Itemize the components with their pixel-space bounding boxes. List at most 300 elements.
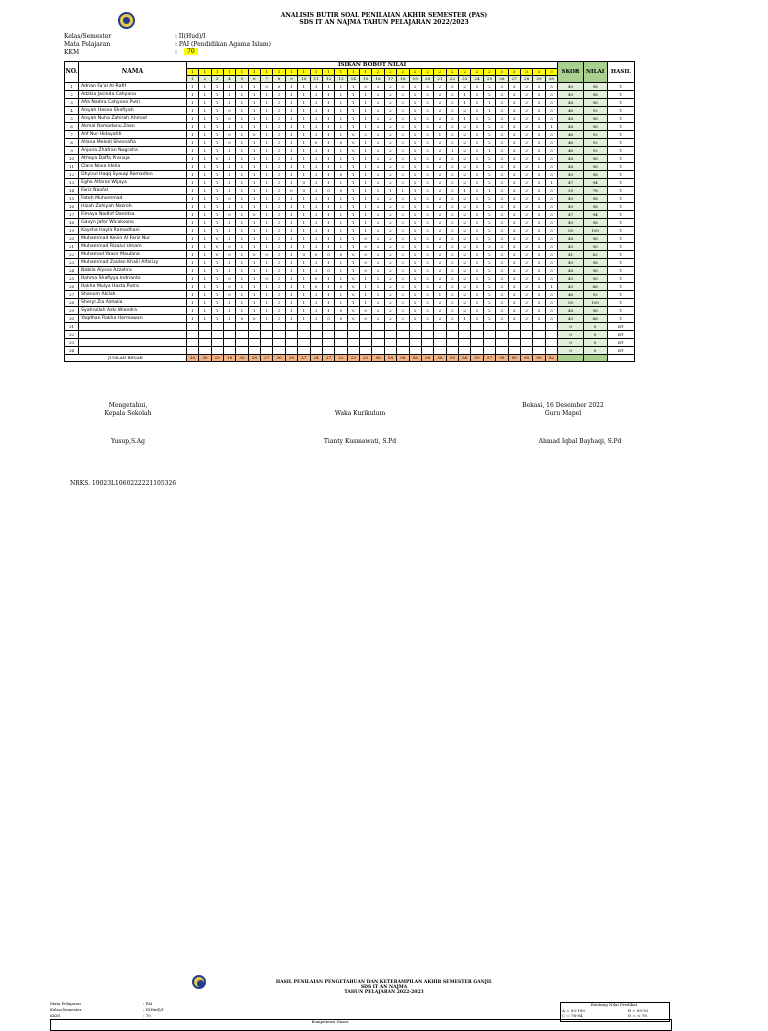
score-cell: 2	[409, 267, 421, 275]
score-cell: 2	[421, 195, 433, 203]
score-cell: 3	[520, 291, 532, 299]
weight-cell: 1	[236, 69, 248, 76]
score-cell: 1	[236, 227, 248, 235]
score-cell: 3	[533, 203, 545, 211]
score-cell: 3	[545, 187, 558, 195]
hasil-cell: BT	[607, 339, 634, 347]
score-cell: 3	[545, 91, 558, 99]
student-name	[79, 331, 187, 339]
score-cell: 1	[360, 299, 372, 307]
score-cell: 3	[520, 203, 532, 211]
score-cell: 1	[347, 259, 359, 267]
score-cell: 2	[421, 107, 433, 115]
score-cell: 2	[409, 179, 421, 187]
score-cell: 2	[409, 171, 421, 179]
score-cell: 1	[285, 139, 297, 147]
student-name: Gavyn Jafer Wicaksono	[79, 219, 187, 227]
score-cell: 2	[397, 195, 409, 203]
score-cell: 1	[298, 99, 310, 107]
score-cell	[384, 323, 396, 331]
question-number-cell: 27	[508, 76, 520, 83]
score-cell: 2	[483, 139, 495, 147]
score-cell: 1	[360, 211, 372, 219]
score-cell: 1	[322, 235, 334, 243]
score-cell: 1	[322, 99, 334, 107]
score-cell: 2	[446, 203, 458, 211]
score-cell: 1	[199, 227, 211, 235]
score-cell: 1	[298, 155, 310, 163]
skor-cell: 45	[558, 275, 583, 283]
report-subtitle: SDS IT AN NAJMA TAHUN PELAJARAN 2022/2023	[299, 19, 469, 26]
score-cell: 0	[236, 315, 248, 323]
score-cell: 2	[409, 155, 421, 163]
score-cell	[434, 339, 446, 347]
score-cell: 1	[285, 283, 297, 291]
score-cell: 1	[322, 307, 334, 315]
legend-b: B = 85-92	[628, 1008, 649, 1013]
total-blank-cell	[558, 355, 583, 362]
weight-cell: 2	[459, 69, 471, 76]
score-cell: 1	[310, 187, 322, 195]
score-cell: 1	[199, 203, 211, 211]
score-cell: 1	[211, 115, 223, 123]
score-cell: 3	[520, 171, 532, 179]
score-cell: 3	[545, 243, 558, 251]
score-cell	[397, 323, 409, 331]
hasil-cell: T	[607, 267, 634, 275]
score-cell: 3	[520, 163, 532, 171]
score-cell: 1	[360, 147, 372, 155]
student-name: Hizah Zahiyah Nazroh	[79, 203, 187, 211]
score-cell: 1	[199, 291, 211, 299]
score-cell	[186, 347, 198, 355]
score-cell: 1	[459, 91, 471, 99]
total-cell: 55	[471, 355, 483, 362]
hasil-cell: T	[607, 211, 634, 219]
nilai-cell: 98	[583, 259, 607, 267]
score-cell: 3	[520, 307, 532, 315]
score-cell: 1	[186, 259, 198, 267]
score-cell: 1	[199, 283, 211, 291]
score-cell: 3	[533, 107, 545, 115]
score-cell: 1	[310, 155, 322, 163]
score-cell: 3	[545, 147, 558, 155]
score-cell: 1	[483, 187, 495, 195]
hasil-cell: T	[607, 139, 634, 147]
table-row	[65, 155, 635, 163]
score-cell	[508, 347, 520, 355]
score-cell: 2	[372, 219, 384, 227]
question-number-cell: 6	[248, 76, 260, 83]
score-cell: 1	[236, 131, 248, 139]
score-cell: 1	[285, 83, 297, 91]
score-cell: 2	[421, 259, 433, 267]
student-name: Shanum Akilah	[79, 291, 187, 299]
score-cell: 1	[186, 115, 198, 123]
score-cell: 1	[285, 171, 297, 179]
question-number-cell: 8	[273, 76, 285, 83]
score-cell	[248, 331, 260, 339]
score-cell: 2	[372, 171, 384, 179]
score-cell: 1	[211, 283, 223, 291]
score-cell: 1	[347, 107, 359, 115]
skor-cell: 49	[558, 83, 583, 91]
score-cell: 1	[186, 275, 198, 283]
score-cell: 2	[459, 283, 471, 291]
score-cell: 1	[273, 291, 285, 299]
score-cell: 2	[459, 299, 471, 307]
skor-cell: 49	[558, 195, 583, 203]
student-name: Akmal Ramadanu Zaen	[79, 123, 187, 131]
total-cell: 90	[533, 355, 545, 362]
score-cell: 1	[285, 307, 297, 315]
score-cell	[211, 331, 223, 339]
score-cell	[384, 331, 396, 339]
score-cell: 2	[483, 291, 495, 299]
score-cell: 1	[335, 219, 347, 227]
score-cell: 1	[248, 275, 260, 283]
score-cell: 0	[223, 283, 235, 291]
score-cell: 2	[459, 235, 471, 243]
score-cell: 3	[508, 227, 520, 235]
score-cell: 2	[397, 219, 409, 227]
score-cell: 1	[236, 163, 248, 171]
score-cell	[199, 331, 211, 339]
weight-cell: 1	[298, 69, 310, 76]
score-cell: 1	[273, 187, 285, 195]
score-cell: 1	[310, 99, 322, 107]
score-cell: 2	[471, 155, 483, 163]
score-cell	[298, 331, 310, 339]
score-cell	[508, 323, 520, 331]
score-cell: 1	[310, 243, 322, 251]
score-cell: 2	[434, 107, 446, 115]
score-cell: 1	[261, 267, 273, 275]
score-cell: 2	[434, 195, 446, 203]
score-cell: 3	[496, 307, 508, 315]
score-cell: 0	[322, 315, 334, 323]
score-cell: 1	[223, 99, 235, 107]
score-cell	[322, 339, 334, 347]
score-cell	[285, 339, 297, 347]
score-cell: 2	[434, 283, 446, 291]
score-cell: 3	[496, 131, 508, 139]
score-cell	[360, 339, 372, 347]
score-cell: 1	[322, 179, 334, 187]
score-cell: 1	[236, 187, 248, 195]
score-cell: 1	[261, 259, 273, 267]
score-cell: 1	[273, 139, 285, 147]
hasil-cell: T	[607, 115, 634, 123]
row-number: 17	[65, 211, 79, 219]
score-cell: 2	[483, 83, 495, 91]
row-number: 19	[65, 227, 79, 235]
score-cell: 1	[248, 299, 260, 307]
score-cell: 2	[459, 219, 471, 227]
score-cell: 1	[273, 107, 285, 115]
total-cell: 56	[459, 355, 471, 362]
row-number: 25	[65, 275, 79, 283]
score-cell: 3	[496, 259, 508, 267]
weight-cell: 2	[421, 69, 433, 76]
score-cell: 1	[186, 299, 198, 307]
score-cell: 1	[186, 243, 198, 251]
score-cell: 1	[273, 131, 285, 139]
score-cell: 2	[409, 227, 421, 235]
score-cell: 1	[545, 283, 558, 291]
score-cell: 2	[409, 147, 421, 155]
score-cell: 1	[186, 235, 198, 243]
score-cell: 2	[384, 211, 396, 219]
total-cell: 28	[248, 355, 260, 362]
score-cell: 1	[223, 259, 235, 267]
score-cell: 1	[273, 147, 285, 155]
score-cell: 2	[471, 139, 483, 147]
score-cell: 2	[483, 267, 495, 275]
score-cell: 1	[261, 139, 273, 147]
score-cell: 2	[434, 171, 446, 179]
score-cell: 0	[360, 315, 372, 323]
score-cell: 3	[508, 243, 520, 251]
score-cell: 2	[384, 131, 396, 139]
score-cell: 1	[236, 203, 248, 211]
hasil-cell: T	[607, 163, 634, 171]
score-cell: 2	[384, 163, 396, 171]
score-cell: 1	[186, 315, 198, 323]
row-number: 5	[65, 115, 79, 123]
skor-cell: 48	[558, 123, 583, 131]
score-cell: 1	[261, 227, 273, 235]
score-cell: 2	[421, 251, 433, 259]
score-cell	[186, 339, 198, 347]
score-cell: 2	[471, 315, 483, 323]
score-cell	[496, 339, 508, 347]
score-cell: 3	[496, 139, 508, 147]
score-cell: 2	[397, 107, 409, 115]
score-cell: 0	[298, 179, 310, 187]
score-cell	[471, 339, 483, 347]
score-cell	[459, 331, 471, 339]
score-cell: 3	[508, 123, 520, 131]
score-cell: 3	[533, 307, 545, 315]
score-cell: 2	[384, 139, 396, 147]
score-cell: 2	[372, 115, 384, 123]
totals-row	[65, 355, 635, 362]
nilai-cell: 86	[583, 315, 607, 323]
score-cell: 2	[372, 83, 384, 91]
score-cell: 1	[298, 235, 310, 243]
row-number: 12	[65, 171, 79, 179]
score-cell: 1	[186, 219, 198, 227]
score-cell: 1	[211, 147, 223, 155]
nilai-cell: 92	[583, 131, 607, 139]
score-cell: 2	[384, 275, 396, 283]
score-cell: 3	[545, 139, 558, 147]
score-cell: 2	[434, 307, 446, 315]
score-cell	[545, 339, 558, 347]
score-cell	[322, 347, 334, 355]
row-number: 8	[65, 139, 79, 147]
score-cell: 2	[434, 259, 446, 267]
score-cell: 2	[372, 123, 384, 131]
score-cell: 3	[508, 163, 520, 171]
score-cell: 2	[459, 259, 471, 267]
score-cell	[298, 339, 310, 347]
table-row	[65, 83, 635, 91]
score-cell: 1	[248, 179, 260, 187]
score-cell	[285, 331, 297, 339]
score-cell: 1	[285, 195, 297, 203]
total-cell: 30	[285, 355, 297, 362]
score-cell: 2	[397, 91, 409, 99]
score-cell: 1	[199, 155, 211, 163]
score-cell: 2	[459, 139, 471, 147]
legend-title: Rentang Nilai Predikat	[590, 1002, 638, 1007]
score-cell: 1	[310, 147, 322, 155]
score-cell	[520, 323, 532, 331]
score-cell: 2	[446, 139, 458, 147]
score-cell	[261, 323, 273, 331]
score-cell: 3	[508, 315, 520, 323]
score-cell	[421, 331, 433, 339]
score-cell	[236, 331, 248, 339]
score-cell: 1	[360, 227, 372, 235]
score-cell: 2	[384, 203, 396, 211]
score-cell: 1	[236, 283, 248, 291]
score-cell: 1	[273, 179, 285, 187]
score-cell: 2	[471, 123, 483, 131]
score-cell: 3	[496, 267, 508, 275]
score-cell: 1	[273, 163, 285, 171]
score-cell: 1	[335, 243, 347, 251]
score-cell: 3	[508, 203, 520, 211]
score-cell: 3	[533, 267, 545, 275]
score-cell: 3	[545, 99, 558, 107]
nilai-cell: 86	[583, 283, 607, 291]
score-cell: 0	[223, 243, 235, 251]
legend-c: C = 78-84	[562, 1013, 583, 1018]
score-cell: 1	[261, 291, 273, 299]
score-cell: 2	[434, 147, 446, 155]
score-cell: 3	[508, 219, 520, 227]
score-cell: 2	[434, 267, 446, 275]
score-cell: 2	[446, 123, 458, 131]
score-cell: 2	[459, 179, 471, 187]
nilai-cell: 96	[583, 235, 607, 243]
score-cell: 1	[273, 283, 285, 291]
score-cell: 1	[236, 251, 248, 259]
score-cell: 1	[273, 91, 285, 99]
hasil-cell: T	[607, 123, 634, 131]
score-cell: 1	[285, 291, 297, 299]
score-cell: 3	[496, 195, 508, 203]
skor-cell: 0	[558, 323, 583, 331]
score-cell: 1	[310, 259, 322, 267]
total-cell: 30	[186, 355, 198, 362]
score-cell	[409, 331, 421, 339]
score-cell: 3	[496, 123, 508, 131]
score-cell: 1	[360, 163, 372, 171]
score-cell: 1	[335, 155, 347, 163]
hasil-cell: BT	[607, 347, 634, 355]
score-cell: 1	[347, 187, 359, 195]
score-cell: 2	[409, 243, 421, 251]
score-cell: 2	[421, 299, 433, 307]
score-cell	[261, 331, 273, 339]
score-cell: 1	[372, 291, 384, 299]
score-cell	[335, 323, 347, 331]
score-cell: 3	[545, 131, 558, 139]
nilai-cell: 96	[583, 267, 607, 275]
score-cell	[459, 323, 471, 331]
student-name: Aisyah Nuha Zahirah Ahmad	[79, 115, 187, 123]
score-cell	[310, 347, 322, 355]
score-cell: 2	[459, 107, 471, 115]
score-cell: 2	[483, 259, 495, 267]
score-cell: 1	[310, 267, 322, 275]
score-cell: 2	[446, 235, 458, 243]
hasil-cell: T	[607, 219, 634, 227]
score-cell: 1	[186, 99, 198, 107]
question-number-cell: 7	[261, 76, 273, 83]
score-cell: 1	[285, 147, 297, 155]
score-cell: 2	[384, 115, 396, 123]
score-cell: 1	[310, 299, 322, 307]
hasil-cell: T	[607, 107, 634, 115]
score-cell: 2	[397, 155, 409, 163]
score-cell	[360, 347, 372, 355]
student-name: Fateh Muhammad	[79, 195, 187, 203]
score-cell: 2	[421, 315, 433, 323]
score-cell: 0	[347, 251, 359, 259]
score-cell: 3	[520, 243, 532, 251]
weight-cell: 1	[199, 69, 211, 76]
score-cell: 1	[322, 219, 334, 227]
score-cell: 1	[273, 299, 285, 307]
score-cell: 2	[409, 299, 421, 307]
score-cell: 1	[285, 315, 297, 323]
score-cell: 1	[322, 291, 334, 299]
row-number: 2	[65, 91, 79, 99]
page2-meta-class-label: Kelas/Semester	[50, 1007, 82, 1012]
question-number-cell: 29	[533, 76, 545, 83]
score-cell: 2	[397, 251, 409, 259]
score-cell: 2	[384, 307, 396, 315]
score-cell: 1	[310, 179, 322, 187]
score-cell: 2	[397, 147, 409, 155]
student-name: Muhamad Yaasir Maulana	[79, 251, 187, 259]
student-name: Muhammad Zaidan Khalil Alfarizy	[79, 259, 187, 267]
score-cell: 2	[483, 307, 495, 315]
score-cell: 3	[496, 83, 508, 91]
question-number-cell: 2	[199, 76, 211, 83]
score-cell: 1	[248, 99, 260, 107]
weight-cell: 1	[248, 69, 260, 76]
score-cell	[310, 331, 322, 339]
score-cell: 1	[360, 171, 372, 179]
score-cell: 2	[471, 131, 483, 139]
score-cell: 3	[533, 219, 545, 227]
score-cell: 2	[434, 139, 446, 147]
score-cell: 2	[421, 235, 433, 243]
score-cell: 1	[223, 91, 235, 99]
score-cell: 2	[384, 299, 396, 307]
score-cell: 2	[409, 115, 421, 123]
score-cell: 3	[520, 139, 532, 147]
score-cell: 3	[496, 291, 508, 299]
score-cell: 2	[459, 291, 471, 299]
score-cell: 1	[199, 83, 211, 91]
